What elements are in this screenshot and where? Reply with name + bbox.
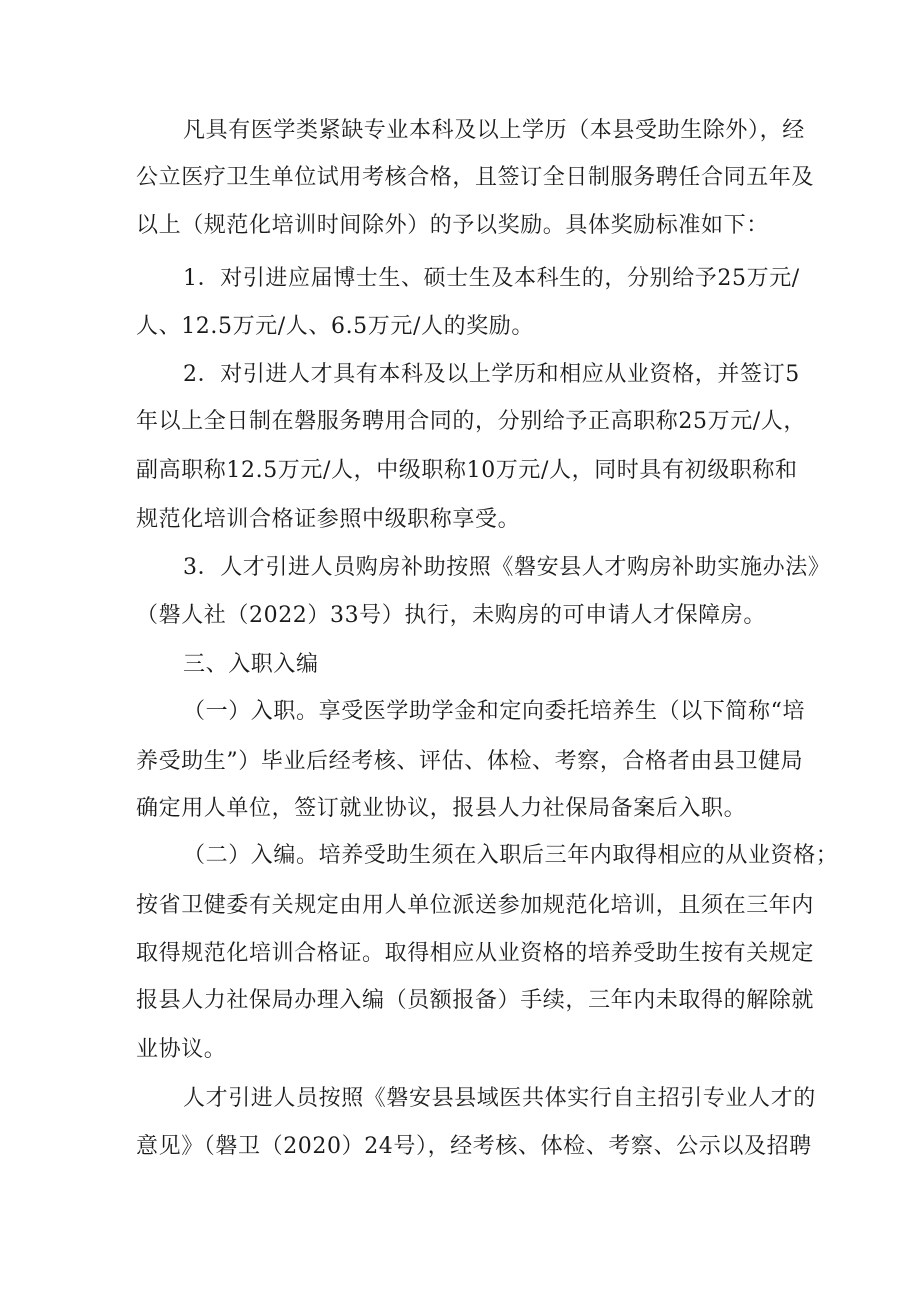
text-line: 报县人力社保局办理入编（员额报备）手续，三年内未取得的解除就 — [136, 988, 815, 1013]
text-line: 副高职称12.5万元/人，中级职称10万元/人，同时具有初级职称和 — [136, 458, 798, 483]
text-line: （二）入编。培养受助生须在入职后三年内取得相应的从业资格； — [183, 843, 839, 868]
text-line: 以上（规范化培训时间除外）的予以奖励。具体奖励标准如下： — [136, 213, 769, 238]
text-line: （磐人社（2022）33号）执行，未购房的可申请人才保障房。 — [136, 603, 766, 628]
text-line: （一）入职。享受医学助学金和定向委托培养生（以下简称“培 — [183, 699, 806, 724]
section-heading: 三、入职入编 — [183, 652, 319, 677]
text-line: 1．对引进应届博士生、硕士生及本科生的，分别给予25万元/ — [183, 266, 800, 291]
text-line: 凡具有医学类紧缺专业本科及以上学历（本县受助生除外），经 — [183, 118, 805, 143]
text-line: 年以上全日制在磐服务聘用合同的，分别给予正高职称25万元/人， — [136, 409, 807, 434]
text-line: 2．对引进人才具有本科及以上学历和相应从业资格，并签订5 — [183, 362, 800, 387]
text-line: 确定用人单位，签订就业协议，报县人力社保局备案后入职。 — [136, 796, 747, 821]
text-line: 人才引进人员按照《磐安县县域医共体实行自主招引专业人才的 — [183, 1086, 816, 1111]
text-line: 人、12.5万元/人、6.5万元/人的奖励。 — [136, 314, 534, 339]
text-line: 业协议。 — [136, 1037, 227, 1062]
text-line: 按省卫健委有关规定由用人单位派送参加规范化培训，且须在三年内 — [136, 893, 815, 918]
text-line: 意见》（磐卫（2020）24号），经考核、体检、考察、公示以及招聘 — [136, 1134, 812, 1159]
text-line: 规范化培训合格证参照中级职称享受。 — [136, 507, 521, 532]
text-line: 公立医疗卫生单位试用考核合格，且签订全日制服务聘任合同五年及 — [136, 165, 815, 190]
text-line: 取得规范化培训合格证。取得相应从业资格的培养受助生按有关规定 — [136, 941, 815, 966]
text-line: 3．人才引进人员购房补助按照《磐安县人才购房补助实施办法》 — [183, 555, 831, 580]
text-line: 养受助生”）毕业后经考核、评估、体检、考察，合格者由县卫健局 — [136, 749, 804, 774]
